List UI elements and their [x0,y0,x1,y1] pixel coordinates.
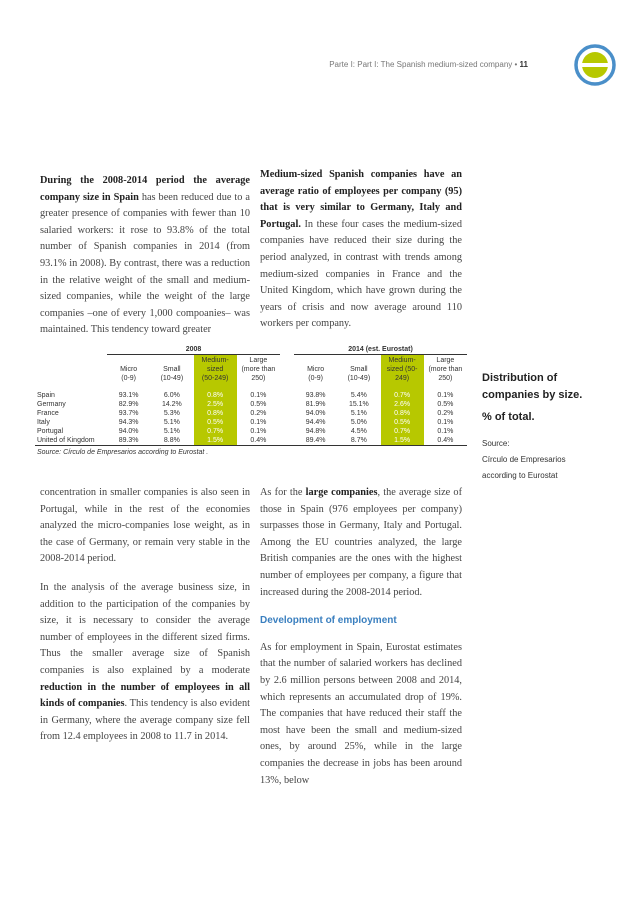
h08-2-l3: (50-249) [194,373,237,382]
cell-value: 94.3% [118,419,139,426]
cell-value: 1.5% [381,436,424,446]
c2-lead: Medium-sized Spanish companies have an average ratio of employees per company (95) that is very similar to Germany, Italy and Portugal. [260,169,462,230]
table-row [35,391,467,400]
cell-value: 15.1% [348,401,369,408]
h14-0-l1 [294,355,337,365]
cell-value: 8.7% [337,436,380,446]
cell-value: 5.1% [350,410,367,417]
cell-value: 0.5% [194,418,237,427]
h14-3-l2: (more than [428,366,463,373]
cell-value: 5.1% [163,419,180,426]
cell-value: 89.3% [107,436,150,446]
header-title: Parte I: Part I: The Spanish medium-sized company • [329,60,518,69]
h14-2-l2: sized (50- [381,364,424,373]
h14-1-l1 [337,355,380,365]
row-country: France [37,410,59,417]
row-country: Spain [37,392,55,399]
cell-value: 0.2% [250,410,267,417]
caption-title-2: companies by size. [482,389,583,401]
cell-value: 5.4% [350,392,367,399]
h08-1-l3: (10-49) [160,375,184,382]
h14-2-l3: 249) [381,373,424,382]
cell-value: 94.4% [305,419,326,426]
column-2-bottom [260,485,462,789]
h14-2-l1: Medium- [381,355,424,365]
h08-2-l2: sized [194,364,237,373]
cell-value: 0.1% [437,428,454,435]
page-number: 11 [519,60,528,69]
h14-1-l3: (10-49) [347,375,371,382]
h14-3-l3: 250) [438,375,453,382]
group-2008: 2008 [107,345,280,355]
caption-source-3: according to Eurostat [482,471,558,480]
h08-2-l1: Medium- [194,355,237,365]
h14-1-l2: Small [350,366,368,373]
h08-0-l3: (0-9) [121,375,137,382]
page-header [329,60,528,69]
table-row [35,436,467,446]
h08-3-l2: (more than [241,366,276,373]
cell-value: 0.5% [381,418,424,427]
cell-value: 0.4% [424,436,467,446]
column-2-top [260,167,462,333]
h08-1-l1 [150,355,193,365]
c1b-p2a: In the analysis of the average business size, in addition to the participation of the companies by size, it is necessary to consider the average number of employees in the different sized firms. Thus the smaller average size of Spanish companies is also explained by a moderate [40,581,250,676]
cell-value: 6.0% [163,392,180,399]
table-row [35,418,467,427]
cell-value: 0.7% [194,427,237,436]
table-row [35,409,467,418]
cell-value: 5.1% [163,428,180,435]
group-2014: 2014 (est. Eurostat) [294,345,467,355]
c2-text: In these four cases the medium-sized companies have reduced their size during the period analyzed, in contrast with trends among medium-sized companies in France and the United Kingdom, which have grown during the years of crisis and now average around 110 workers per company. [260,218,462,330]
brand-logo-icon [574,44,616,86]
h08-0-l1 [107,355,150,365]
h08-3-l1: Large [249,357,268,364]
column-1-top [40,173,250,339]
c2b-p1a: As for the [260,487,306,498]
cell-value: 94.8% [305,428,326,435]
cell-value: 93.8% [305,392,326,399]
caption-source-1: Source: [482,439,510,448]
cell-value: 5.0% [350,419,367,426]
h14-0-l3: (0-9) [308,375,324,382]
c1-text: has been reduced due to a greater presence of companies with fewer than 10 salaried workers: it rose to 93.8% of the total number of Spanish companies in 2014 (from 93.1% in 2008). By contrast, there was a reduction in the relative weight of the small and medium-sized companies, while the weight of the large companies –one of every 1,000 compoanies– was maintained. This tendency toward greater [40,191,250,336]
h08-1-l2: Small [163,366,181,373]
row-country: Germany [37,401,66,408]
cell-value: 0.8% [194,391,237,400]
cell-value: 14.2% [161,401,182,408]
table-caption [482,370,602,484]
c1b-p1: concentration in smaller companies is also seen in Portugal, while in the rest of the economies analyzed the micro-companies lose weight, as in the case of Germany, or remain very stable in the 2008-2014 period. [40,487,250,565]
table-row [35,427,467,436]
c1b-p2c: . This tendency is also evident in Germany, where the average company size fell from 12.4 employees in 2008 to 11.7 in 2014. [40,698,250,743]
h14-3-l1: Large [436,357,455,364]
caption-source-2: Círculo de Empresarios [482,455,566,464]
cell-value: 0.5% [250,401,267,408]
row-country: Italy [37,419,50,426]
cell-value: 0.8% [194,409,237,418]
cell-value: 0.7% [381,427,424,436]
cell-value: 94.0% [305,410,326,417]
row-country: United of Kingdom [35,436,107,446]
c1-lead: During the 2008-2014 period the average company size in Spain [40,175,250,203]
cell-value: 0.1% [250,419,267,426]
row-country: Portugal [37,428,64,435]
cell-value: 1.5% [194,436,237,446]
cell-value: 8.8% [150,436,193,446]
cell-value: 0.4% [237,436,280,446]
h14-0-l2: Micro [307,366,325,373]
column-1-bottom [40,485,250,746]
cell-value: 0.8% [381,409,424,418]
cell-value: 93.7% [118,410,139,417]
cell-value: 2.5% [194,400,237,409]
caption-title-3: % of total. [482,411,535,423]
table-row [35,400,467,409]
table-source: Source: Círculo de Empresarios according to Eurostat . [37,449,209,456]
cell-value: 5.3% [163,410,180,417]
cell-value: 4.5% [350,428,367,435]
h08-3-l3: 250) [251,375,266,382]
c1b-p2b: reduction in the number of employees in all kinds of companies [40,681,250,710]
cell-value: 82.9% [118,401,139,408]
h08-0-l2: Micro [120,366,138,373]
cell-value: 89.4% [294,436,337,446]
cell-value: 81.9% [305,401,326,408]
cell-value: 0.7% [381,391,424,400]
cell-value: 0.5% [437,401,454,408]
cell-value: 0.1% [250,392,267,399]
cell-value: 94.0% [118,428,139,435]
cell-value: 0.1% [437,419,454,426]
section-title-employment: Development of employment [260,615,397,627]
cell-value: 0.1% [437,392,454,399]
cell-value: 93.1% [118,392,139,399]
cell-value: 0.2% [437,410,454,417]
caption-title-1: Distribution of [482,372,558,384]
distribution-table [35,345,467,457]
c2b-p2: As for employment in Spain, Eurostat estimates that the number of salaried workers has declined by 2.6 million persons between 2008 and 2014, which represents an accumulated drop of 19%. The companies that have reduced their staff the most have been the small and medium-sized ones, by around 25%, while in the large companies the decrease in jobs has been around 13%, below [260,641,462,786]
cell-value: 2.6% [381,400,424,409]
c2b-p1b: large companies [305,487,378,498]
c2b-p1c: , the average size of those in Spain (976 employees per company) surpasses those in Germany, Italy and Portugal. Among the EU countries analyzed, the large British companies are the ones with the highest number of employees per company, a figure that increased during the 2008-2014 period. [260,487,462,598]
cell-value: 0.1% [250,428,267,435]
